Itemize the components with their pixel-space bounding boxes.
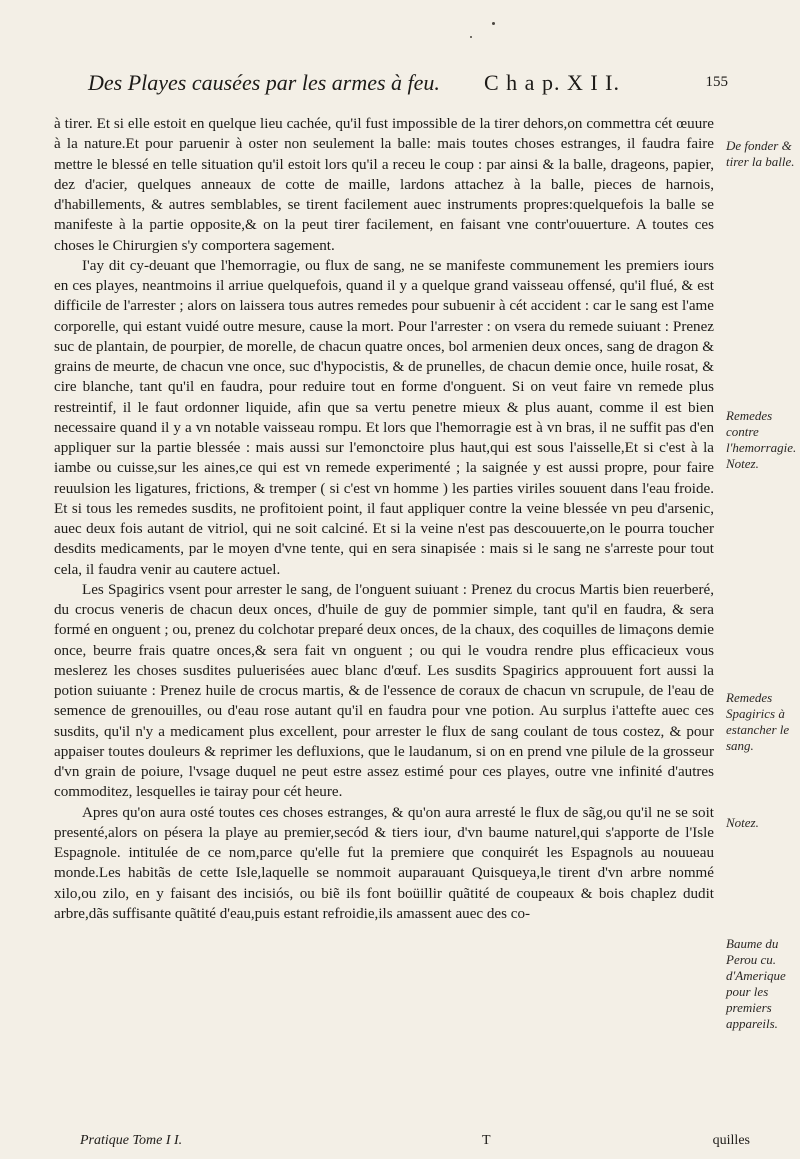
margin-note-spagirics: Remedes Spagirics à estancher le sang.: [726, 690, 790, 753]
running-header: [88, 70, 728, 110]
signature-mark: T: [482, 1133, 491, 1148]
margin-note-notez: Notez.: [726, 815, 759, 830]
paragraph: Apres qu'on aura osté toutes ces choses estranges, & qu'on aura arresté le flux de sãg,ou qu'il ne se soit presenté,alors on pésera la playe au premier,secód & tiers iour, d'vn baume naturel,qui s'apporte de l'Isle Espagnole. intitulée de ce nom,parce qu'elle fut la premiere que conquirét les Espagnols au nouueau monde.Les habitãs de cette Isle,laquelle se nommoit auparauant Quisqueya,le tirent d'vn arbre nommé xilo,ou zilo, en y faisant des incisiós, ou biẽ ils font boüillir quãtité de coupeaux & bois chaplez dudit arbre,dãs suffisante quãtité d'eau,puis estant refroidie,ils amassent auec des co-: [54, 804, 714, 922]
margin-note-balle: De fonder & tirer la balle.: [726, 138, 795, 169]
ink-speck: [470, 36, 472, 38]
paragraph: Les Spagirics vsent pour arrester le sang, de l'onguent suiuant : Prenez du crocus Martis bien reuerberé, du crocus veneris de chacun deux onces, d'huile de guy de pommier simple, tant qu'il en faudra, & sera formé en onguent ; ou, prenez du colchotar preparé deux onces, de la chaux, des coquilles de limaçons demie once, beurre frais quatre onces,& sera fait vn onguent ; ou qui le voudra rendre plus efficacieux vous meslerez les choses susdites puluerisées auec blanc d'œuf. Les susdits Spagirics approuuent fort aussi la potion suiuante : Prenez huile de crocus martis, & de l'essence de coraux de chacun vn scrupule, de l'eau de semence de grenouilles, ou d'eau rose autant qu'il en faudra pour vne potion. Au surplus i'attefte auec ces susdits, qu'il n'y a medicament plus excellent, pour arrester le flux de sang coulant de tous costez, & pour appaiser toutes douleurs & reprimer les defluxions, que le laudanum, si on en prend vne pilule de la grosseur d'vn grain de poiure, l'vsage duquel ne peut estre assez estimé pour ces playes, outre vne infinité d'autres commoditez, lesquelles ie tairay pour cét heure.: [54, 581, 714, 801]
margin-note-baume: Baume du Perou cu. d'Amerique pour les premiers appareils.: [726, 936, 786, 1031]
chapter-label: C h a p. X I I.: [484, 70, 620, 95]
main-text: [54, 114, 714, 924]
page-number: 155: [705, 74, 728, 90]
book-title: Pratique Tome I I.: [80, 1133, 183, 1148]
running-title: Des Playes causées par les armes à feu.: [88, 70, 440, 95]
paragraph: I'ay dit cy-deuant que l'hemorragie, ou flux de sang, ne se manifeste communement les premiers iours en ces playes, neantmoins il arriue quelquefois, quand il y a quelque grand vaisseau offensé, qu'il flué, & est difficile de l'arrester ; alors on laissera tous autres remedes pour subuenir à cét accident : car le sang est l'ame corporelle, qui estant vuidé outre mesure, cause la mort. Pour l'arrester : on vsera du remede suiuant : Prenez suc de plantain, de pourpier, de morelle, de chacun quatre onces, bol armenien deux onces, sang de dragon & grains de meurte, de chacun vne once, suc d'hypocistis, & de prunelles, de chacun demie once, huile rosat, & cire blanche, tant qu'il en faudra, pour reduire tout en forme d'onguent. Si on veut faire vn remede plus restreintif, il le faut ordonner liquide, afin que sa vertu penetre mieux & plus auant, comme il est bien necessaire quand il y a vn notable vaisseau rompu. Et lors que l'hemorragie est à vn bras, il ne suffit pas d'en appliquer sur la partie blessée : mais aussi sur l'emonctoire plus haut,qui est sous l'aisselle,Et si c'est à la iambe ou cuisse,sur les aines,ce qui est vn remede experimenté ; la saignée y est aussi propre, pour faire reuulsion les ligatures, frictions, & tremper ( si c'est vn homme ) les parties viriles souuent dans l'eau froide. Et si tous les remedes susdits, ne profitoient point, il faut appliquer contre la veine blessée vn peu d'arsenic, auec deux fois autant de vitriol, qui ne soit calciné. Et si la veine n'est pas descouuerte,on le pourra toucher desdits medicaments, par le moyen d'vne tente, qui en sera sinapisée : mais si le sang ne s'arreste pour tout cela, il faudra venir au cautere actuel.: [54, 257, 714, 578]
catchword: quilles: [712, 1133, 750, 1148]
ink-speck: [492, 22, 495, 25]
margin-note-hemorragie: Remedes contre l'hemorragie. Notez.: [726, 408, 797, 471]
page-footer: [80, 1133, 750, 1153]
paragraph: à tirer. Et si elle estoit en quelque lieu cachée, qu'il fust impossible de la tirer dehors,on commettra cét œuure à la nature.Et pour paruenir à oster non seulement la balle: mais toutes choses estranges, il faudra faire mettre le blessé en telle situation qu'il estoit lors qu'il a receu le coup : par ainsi & la balle, drageons, papier, dez d'acier, quelques anneaux de cotte de maille, lardons attachez à la balle, pieces de harnois, d'habillements, & autres semblables, se tirent facilement auec instruments propres:quelquefois la balle se manifeste à la partie opposite,& on la peut tirer facilement, en faisant vne contr'ouuerture. A toutes ces choses le Chirurgien s'y comportera sagement.: [54, 116, 714, 254]
